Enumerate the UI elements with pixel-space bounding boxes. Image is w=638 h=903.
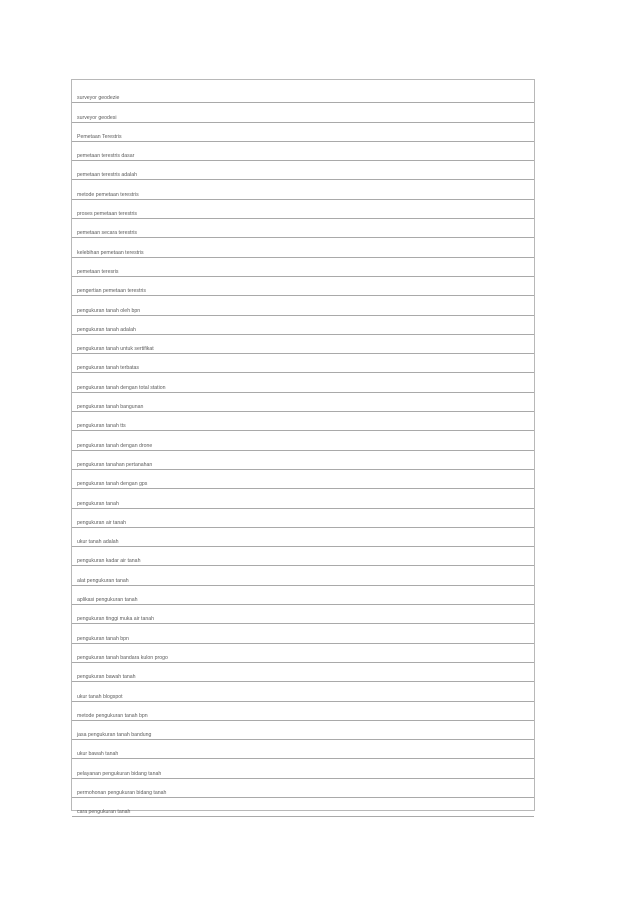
keyword-text: pengukuran tanah tts — [77, 423, 126, 430]
keyword-text: pengukuran tanah terbatas — [77, 365, 140, 372]
keyword-text: pelayanan pengukuran bidang tanah — [77, 770, 162, 777]
table-row — [72, 335, 534, 354]
keyword-text: pengukuran tanah — [77, 500, 119, 507]
table-row — [72, 123, 534, 142]
keyword-text: cara pengukuran tanah — [77, 809, 131, 816]
keyword-text: proses pemetaan terestris — [77, 211, 137, 218]
keyword-text: surveyor geodezie — [77, 95, 120, 102]
keyword-text: pengukuran tanah adalah — [77, 326, 136, 333]
keyword-text: pemetaan terestris adalah — [77, 172, 137, 179]
keyword-text: pengukuran tanah bangunan — [77, 404, 144, 411]
keyword-text: pengukuran tanah bpn — [77, 635, 129, 642]
table-row — [72, 798, 534, 817]
table-row — [72, 180, 534, 199]
keyword-text: metode pemetaan terestris — [77, 191, 139, 198]
table-row — [72, 219, 534, 238]
keyword-text: pengukuran air tanah — [77, 519, 127, 526]
table-row — [72, 721, 534, 740]
table-row — [72, 489, 534, 508]
keyword-text: pengertian pemetaan terestris — [77, 288, 146, 295]
keyword-text: pengukuran tanah bandara kulon progo — [77, 654, 168, 661]
keyword-text: metode pengukuran tanah bpn — [77, 712, 148, 719]
table-row — [72, 586, 534, 605]
keyword-text: pengukuran kadar air tanah — [77, 558, 141, 565]
keyword-text: jasa pengukuran tanah bandung — [77, 732, 152, 739]
keyword-text: pengukuran tanah oleh bpn — [77, 307, 141, 314]
keyword-text: surveyor geodesi — [77, 114, 117, 121]
keyword-text: alat pengukuran tanah — [77, 577, 129, 584]
table-row — [72, 161, 534, 180]
table-row — [72, 200, 534, 219]
table-row — [72, 547, 534, 566]
keyword-text: Pemetaan Terestris — [77, 133, 122, 140]
table-row — [72, 528, 534, 547]
table-row — [72, 373, 534, 392]
table-row — [72, 393, 534, 412]
keyword-text: aplikasi pengukuran tanah — [77, 597, 138, 604]
table-row — [72, 103, 534, 122]
table-row — [72, 451, 534, 470]
table-row — [72, 663, 534, 682]
keyword-text: pemetaan terestris dasar — [77, 153, 135, 160]
table-row — [72, 238, 534, 257]
keyword-text: ukur bawah tanah — [77, 751, 119, 758]
keyword-text: ukur tanah adalah — [77, 539, 119, 546]
keyword-text: pemetaan teresris — [77, 268, 119, 275]
table-row — [72, 644, 534, 663]
table-row — [72, 605, 534, 624]
keyword-text: kelebihan pemetaan terestris — [77, 249, 144, 256]
table-row — [72, 702, 534, 721]
table-row — [72, 296, 534, 315]
table-row — [72, 354, 534, 373]
table-row — [72, 470, 534, 489]
keyword-text: permohonan pengukuran bidang tanah — [77, 789, 167, 796]
table-row — [72, 142, 534, 161]
keyword-text: pengukuran tanah dengan drone — [77, 442, 153, 449]
table-row — [72, 509, 534, 528]
table-row — [72, 412, 534, 431]
keyword-text: pengukuran tanah untuk sertifikat — [77, 346, 154, 353]
table-row — [72, 84, 534, 103]
table-row — [72, 316, 534, 335]
keyword-text: pemetaan secara terestris — [77, 230, 137, 237]
table-row — [72, 566, 534, 585]
table-row — [72, 277, 534, 296]
table-row — [72, 624, 534, 643]
table-row — [72, 258, 534, 277]
table-row — [72, 779, 534, 798]
keyword-text: pengukuran tinggi muka air tanah — [77, 616, 154, 623]
keyword-table — [71, 79, 535, 816]
keyword-text: pengukuran tanahan pertanahan — [77, 461, 153, 468]
table-row — [72, 682, 534, 701]
keyword-text: ukur tanah blogspot — [77, 693, 123, 700]
table-row — [72, 740, 534, 759]
keyword-text: pengukuran tanah dengan gps — [77, 481, 148, 488]
table-row — [72, 759, 534, 778]
keyword-text: pengukuran bawah tanah — [77, 674, 136, 681]
keyword-text: pengukuran tanah dengan total station — [77, 384, 166, 391]
table-row — [72, 431, 534, 450]
keyword-rows — [72, 84, 534, 817]
